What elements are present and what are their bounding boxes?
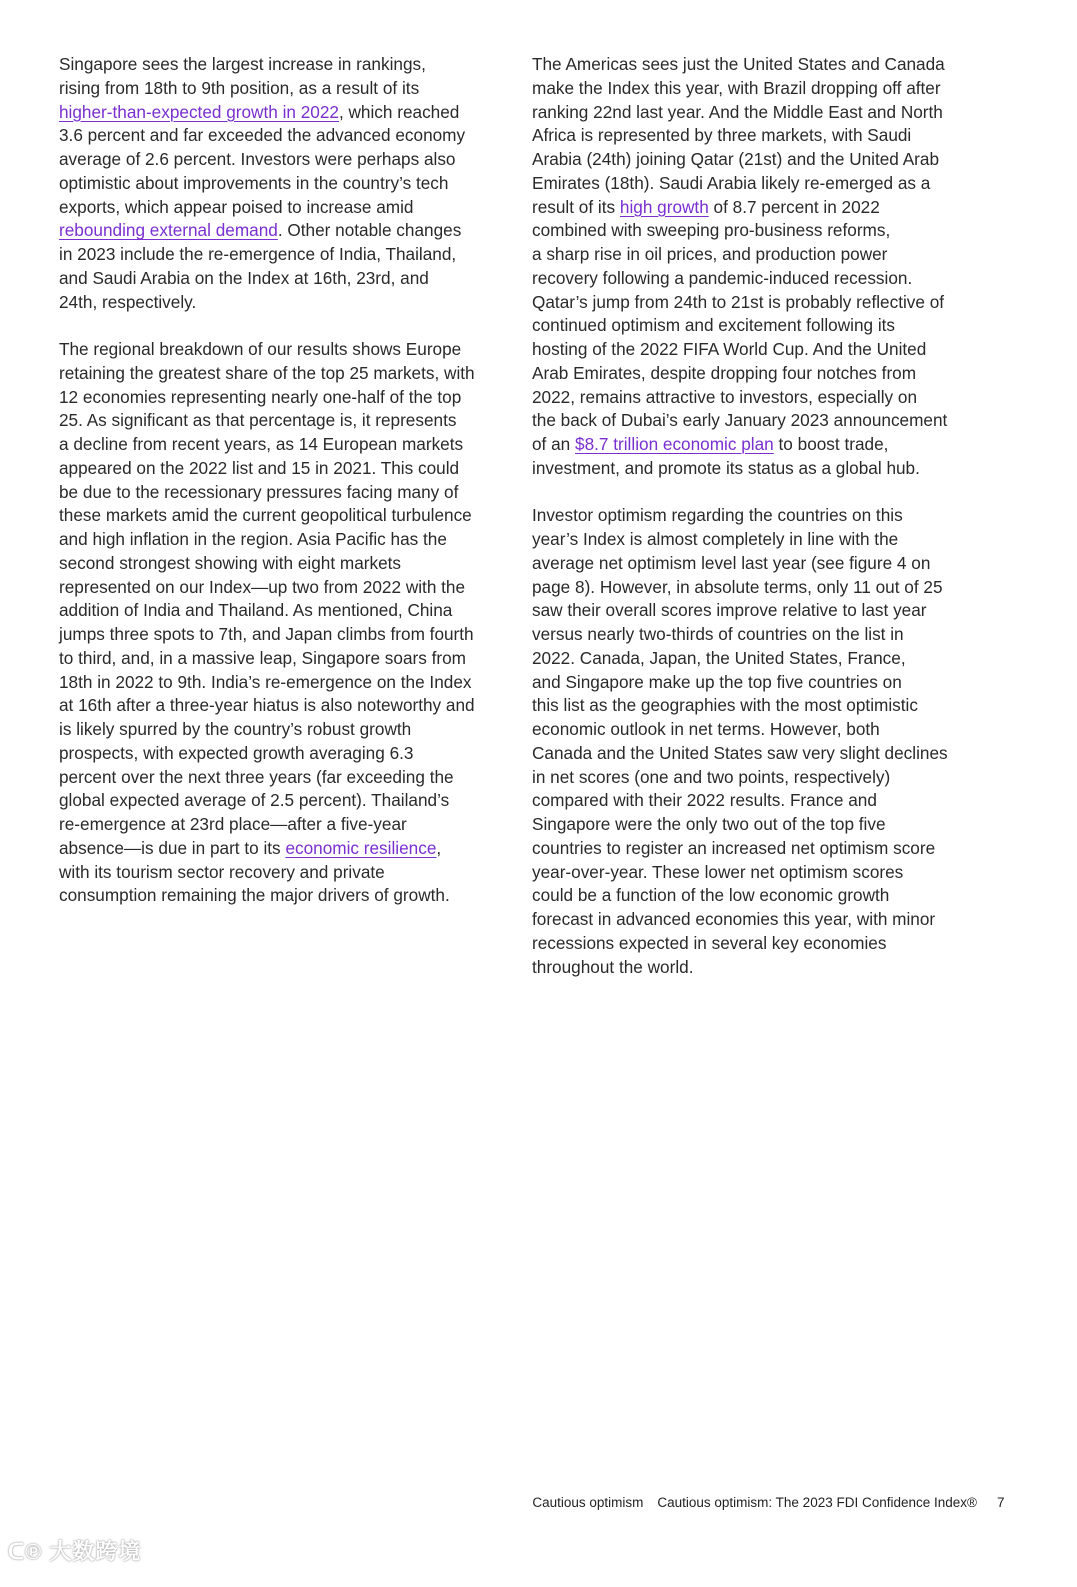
text-line xyxy=(59,599,509,623)
text-segment: Africa is represented by three markets, with Saudi xyxy=(532,125,912,146)
text-segment: addition of India and Thailand. As mentioned, China xyxy=(59,600,453,621)
text-segment: prospects, with expected growth averaging 6.3 xyxy=(59,742,414,763)
text-line xyxy=(59,433,509,457)
inline-link[interactable]: higher-than-expected growth in 2022 xyxy=(59,101,339,122)
text-line xyxy=(59,362,509,386)
paragraph xyxy=(532,504,982,979)
right-column xyxy=(532,53,982,979)
text-line xyxy=(59,219,509,243)
text-segment: ranking 22nd last year. And the Middle East and North xyxy=(532,101,943,122)
text-line xyxy=(532,671,982,695)
text-segment: Singapore were the only two out of the top five xyxy=(532,814,886,834)
text-segment: The regional breakdown of our results shows Europe xyxy=(59,339,462,359)
text-segment: in net scores (one and two points, respectively) xyxy=(532,766,891,787)
text-segment: 3.6 percent and far exceeded the advanced economy xyxy=(59,125,466,146)
text-line xyxy=(532,884,982,908)
text-line xyxy=(532,362,982,386)
text-segment: in 2023 include the re-emergence of India, Thailand, xyxy=(59,244,457,264)
text-segment: recovery following a pandemic-induced recession. xyxy=(532,267,913,288)
text-line xyxy=(532,77,982,101)
text-segment: with its tourism sector recovery and private xyxy=(59,861,385,882)
text-line xyxy=(532,433,982,457)
text-line xyxy=(59,742,509,766)
paragraph-gap xyxy=(532,481,982,505)
text-line xyxy=(59,481,509,505)
text-line xyxy=(59,837,509,861)
text-segment: saw their overall scores improve relative to last year xyxy=(532,600,927,621)
inline-link[interactable]: economic resilience xyxy=(285,837,437,858)
text-line xyxy=(59,647,509,671)
text-segment: retaining the greatest share of the top 25 markets, with xyxy=(59,362,475,383)
text-line xyxy=(532,528,982,552)
text-segment: Singapore sees the largest increase in rankings, xyxy=(59,54,426,74)
text-line xyxy=(532,552,982,576)
text-segment: result of its xyxy=(532,196,620,217)
inline-link[interactable]: rebounding external demand xyxy=(59,220,278,241)
text-segment: jumps three spots to 7th, and Japan climbs from fourth xyxy=(59,624,474,644)
text-segment: to third, and, in a massive leap, Singapore soars from xyxy=(59,647,466,668)
text-segment: compared with their 2022 results. France and xyxy=(532,790,877,811)
text-line xyxy=(59,53,509,77)
text-segment: and Saudi Arabia on the Index at 16th, 23rd, and xyxy=(59,267,429,288)
text-line xyxy=(532,766,982,790)
text-segment: optimistic about improvements in the country’s tech xyxy=(59,172,449,193)
text-segment: these markets amid the current geopolitical turbulence xyxy=(59,505,472,526)
text-line xyxy=(59,172,509,196)
text-line xyxy=(59,718,509,742)
text-line xyxy=(532,837,982,861)
text-line xyxy=(532,576,982,600)
paragraph xyxy=(59,338,509,908)
inline-link[interactable]: high growth xyxy=(619,196,709,217)
text-segment: 25. As significant as that percentage is, it represents xyxy=(59,410,457,431)
text-segment: Emirates (18th). Saudi Arabia likely re-emerged as a xyxy=(532,172,931,193)
text-line xyxy=(532,338,982,362)
text-line xyxy=(59,528,509,552)
text-line xyxy=(59,196,509,220)
text-line xyxy=(532,694,982,718)
text-segment: consumption remaining the major drivers of growth. xyxy=(59,885,450,906)
text-segment: global expected average of 2.5 percent). Thailand’s xyxy=(59,790,450,811)
text-line xyxy=(59,291,509,315)
text-line xyxy=(532,124,982,148)
text-line xyxy=(59,694,509,718)
text-segment: is likely spurred by the country’s robust growth xyxy=(59,719,412,739)
text-segment: be due to the recessionary pressures facing many of xyxy=(59,481,459,502)
watermark-logo: ᑕ℗ 大数跨境 xyxy=(8,1539,142,1564)
text-segment: year’s Index is almost completely in line with the xyxy=(532,529,899,549)
text-line xyxy=(532,53,982,77)
text-line xyxy=(59,623,509,647)
paragraph-gap xyxy=(59,314,509,338)
text-segment: combined with sweeping pro-business reforms, xyxy=(532,220,891,241)
text-segment: investment, and promote its status as a global hub. xyxy=(532,457,920,478)
text-line xyxy=(532,956,982,980)
text-line xyxy=(59,124,509,148)
paragraph xyxy=(532,53,982,481)
text-line xyxy=(59,101,509,125)
text-line xyxy=(532,291,982,315)
text-line xyxy=(532,314,982,338)
text-segment: Qatar’s jump from 24th to 21st is probably reflective of xyxy=(532,291,945,312)
text-segment: absence—is due in part to its xyxy=(59,837,286,858)
text-line xyxy=(532,861,982,885)
text-line xyxy=(532,504,982,528)
inline-link[interactable]: $8.7 trillion economic plan xyxy=(575,434,774,454)
text-segment: to boost trade, xyxy=(773,434,889,454)
text-segment: . Other notable changes xyxy=(277,220,462,241)
text-line xyxy=(59,884,509,908)
text-segment: second strongest showing with eight markets xyxy=(59,552,402,573)
text-line xyxy=(532,386,982,410)
text-segment: the back of Dubai’s early January 2023 announcement xyxy=(532,410,948,431)
page-number: 7 xyxy=(997,1495,1005,1510)
text-line xyxy=(59,338,509,362)
text-line xyxy=(532,742,982,766)
text-line xyxy=(532,409,982,433)
text-segment: 2022. Canada, Japan, the United States, France, xyxy=(532,647,906,668)
text-segment: page 8). However, in absolute terms, only 11 out of 25 xyxy=(532,576,943,597)
text-segment: Arabia (24th) joining Qatar (21st) and the United Arab xyxy=(532,149,940,169)
text-segment: average net optimism level last year (see figure 4 on xyxy=(532,552,931,573)
text-segment: 18th in 2022 to 9th. India’s re-emergence on the Index xyxy=(59,671,472,692)
text-segment: , which reached xyxy=(338,101,460,122)
text-segment: continued optimism and excitement following its xyxy=(532,315,896,336)
text-segment: re-emergence at 23rd place—after a five-year xyxy=(59,814,407,834)
text-line xyxy=(59,552,509,576)
text-line xyxy=(532,932,982,956)
text-segment: appeared on the 2022 list and 15 in 2021. This could xyxy=(59,457,460,478)
text-segment: year-over-year. These lower net optimism scores xyxy=(532,861,904,882)
paragraph xyxy=(59,53,509,314)
text-line xyxy=(59,386,509,410)
text-line xyxy=(532,908,982,932)
footer-title-short: Cautious optimism xyxy=(532,1495,644,1510)
text-segment: 12 economies representing nearly one-half of the top xyxy=(59,386,462,407)
text-segment: make the Index this year, with Brazil dropping off after xyxy=(532,77,941,98)
text-segment: this list as the geographies with the most optimistic xyxy=(532,695,918,716)
text-line xyxy=(532,599,982,623)
text-segment: , xyxy=(436,837,442,858)
text-segment: 24th, respectively. xyxy=(59,291,197,312)
text-segment: forecast in advanced economies this year, with minor xyxy=(532,909,936,929)
text-segment: percent over the next three years (far exceeding the xyxy=(59,766,454,787)
text-segment: recessions expected in several key economies xyxy=(532,932,887,953)
text-segment: of 8.7 percent in 2022 xyxy=(708,196,880,217)
text-segment: exports, which appear poised to increase amid xyxy=(59,196,414,217)
text-line xyxy=(59,861,509,885)
text-line xyxy=(532,101,982,125)
text-line xyxy=(59,148,509,172)
text-segment: a sharp rise in oil prices, and production power xyxy=(532,244,888,264)
text-line xyxy=(59,671,509,695)
text-line xyxy=(59,576,509,600)
text-line xyxy=(59,267,509,291)
text-segment: throughout the world. xyxy=(532,956,694,977)
text-line xyxy=(532,457,982,481)
text-line xyxy=(532,219,982,243)
text-line xyxy=(532,243,982,267)
text-line xyxy=(532,718,982,742)
text-line xyxy=(532,196,982,220)
text-segment: Canada and the United States saw very slight declines xyxy=(532,742,948,763)
text-segment: at 16th after a three-year hiatus is also noteworthy and xyxy=(59,695,475,716)
text-segment: economic outlook in net terms. However, both xyxy=(532,719,880,739)
text-segment: Investor optimism regarding the countries on this xyxy=(532,505,903,526)
text-segment: countries to register an increased net optimism score xyxy=(532,837,936,858)
text-segment: hosting of the 2022 FIFA World Cup. And the United xyxy=(532,339,927,359)
text-line xyxy=(59,457,509,481)
text-segment: The Americas sees just the United States and Canada xyxy=(532,54,945,74)
text-line xyxy=(59,243,509,267)
text-line xyxy=(59,766,509,790)
text-line xyxy=(59,77,509,101)
text-segment: versus nearly two-thirds of countries on the list in xyxy=(532,624,904,644)
text-segment: could be a function of the low economic growth xyxy=(532,885,890,906)
text-segment: rising from 18th to 9th position, as a result of its xyxy=(59,77,420,98)
text-line xyxy=(59,789,509,813)
text-line xyxy=(59,504,509,528)
text-line xyxy=(532,813,982,837)
text-line xyxy=(532,267,982,291)
text-segment: and high inflation in the region. Asia Pacific has the xyxy=(59,529,447,549)
text-line xyxy=(532,148,982,172)
footer-title-full: Cautious optimism: The 2023 FDI Confidence Index® xyxy=(657,1495,977,1510)
text-line xyxy=(532,623,982,647)
text-line xyxy=(532,789,982,813)
text-line xyxy=(532,647,982,671)
text-line xyxy=(532,172,982,196)
text-segment: represented on our Index—up two from 2022 with the xyxy=(59,576,466,597)
text-line xyxy=(59,813,509,837)
left-column xyxy=(59,53,509,908)
text-segment: Arab Emirates, despite dropping four notches from xyxy=(532,362,917,383)
text-segment: average of 2.6 percent. Investors were perhaps also xyxy=(59,149,456,169)
text-segment: a decline from recent years, as 14 European markets xyxy=(59,434,464,454)
footer-title xyxy=(532,1495,977,1510)
text-segment: of an xyxy=(532,434,576,454)
text-segment: and Singapore make up the top five countries on xyxy=(532,671,902,692)
text-line xyxy=(59,409,509,433)
text-segment: 2022, remains attractive to investors, especially on xyxy=(532,386,917,407)
watermark-text: 大数跨境 xyxy=(49,1539,142,1564)
